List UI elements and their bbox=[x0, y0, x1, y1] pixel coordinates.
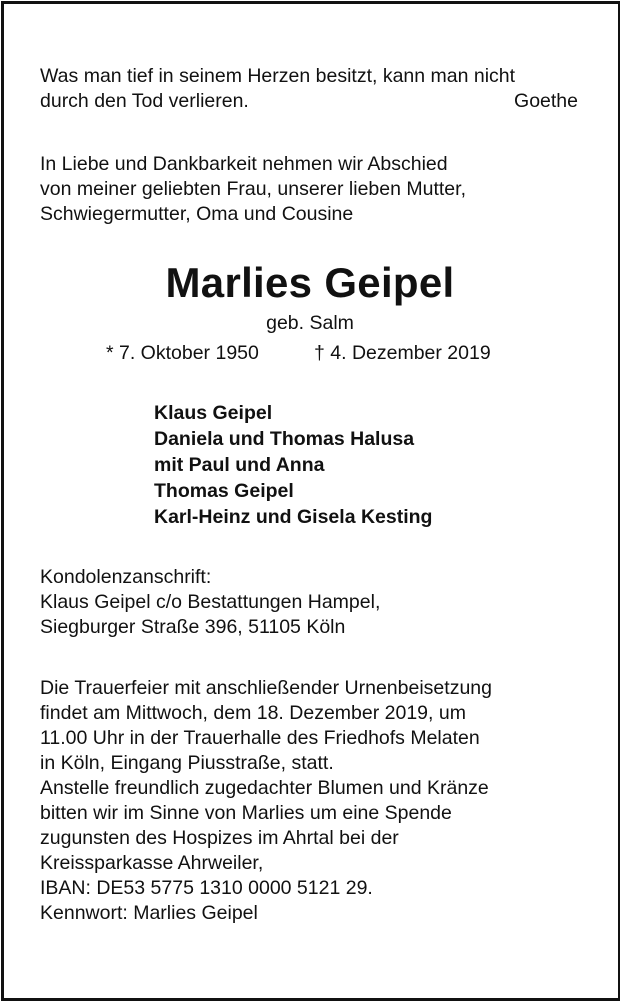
intro-text bbox=[40, 152, 466, 227]
quote-line bbox=[40, 89, 578, 114]
ceremony-line: bitten wir im Sinne von Marlies um eine Spende bbox=[40, 802, 452, 824]
intro-line: von meiner geliebten Frau, unserer lieben Mutter, bbox=[40, 178, 466, 200]
death-date: † 4. Dezember 2019 bbox=[314, 342, 491, 364]
ceremony-line: Anstelle freundlich zugedachter Blumen und Kränze bbox=[40, 777, 489, 799]
family-member: mit Paul und Anna bbox=[154, 454, 325, 476]
condolence-line: Siegburger Straße 396, 51105 Köln bbox=[40, 616, 346, 638]
intro-line: Schwiegermutter, Oma und Cousine bbox=[40, 203, 354, 225]
ceremony-text bbox=[40, 676, 492, 926]
ceremony-line: in Köln, Eingang Piusstraße, statt. bbox=[40, 752, 334, 774]
born-name: geb. Salm bbox=[266, 312, 354, 334]
condolence-line: Kondolenzanschrift: bbox=[40, 566, 212, 588]
family-list bbox=[154, 400, 432, 530]
quote-author: Goethe bbox=[514, 90, 578, 112]
condolence-line: Klaus Geipel c/o Bestattungen Hampel, bbox=[40, 591, 381, 613]
deceased-name: Marlies Geipel bbox=[165, 259, 455, 306]
ceremony-line: Die Trauerfeier mit anschließender Urnenbeisetzung bbox=[40, 677, 492, 699]
family-member: Karl-Heinz und Gisela Kesting bbox=[154, 506, 433, 528]
birth-date: * 7. Oktober 1950 bbox=[106, 342, 259, 364]
ceremony-line: IBAN: DE53 5775 1310 0000 5121 29. bbox=[40, 877, 373, 899]
ceremony-line: Kennwort: Marlies Geipel bbox=[40, 902, 258, 924]
ceremony-line: findet am Mittwoch, dem 18. Dezember 2019, um bbox=[40, 702, 466, 724]
ceremony-line: zugunsten des Hospizes im Ahrtal bei der bbox=[40, 827, 399, 849]
intro-line: In Liebe und Dankbarkeit nehmen wir Abschied bbox=[40, 153, 448, 175]
quote-line: Was man tief in seinem Herzen besitzt, kann man nicht bbox=[40, 65, 516, 87]
quote-block bbox=[40, 64, 578, 114]
ceremony-line: Kreissparkasse Ahrweiler, bbox=[40, 852, 264, 874]
family-member: Thomas Geipel bbox=[154, 480, 294, 502]
ceremony-line: 11.00 Uhr in der Trauerhalle des Friedhofs Melaten bbox=[40, 727, 480, 749]
family-member: Klaus Geipel bbox=[154, 402, 273, 424]
family-member: Daniela und Thomas Halusa bbox=[154, 428, 415, 450]
condolence-address bbox=[40, 565, 380, 640]
quote-line-text: durch den Tod verlieren. bbox=[40, 90, 249, 112]
